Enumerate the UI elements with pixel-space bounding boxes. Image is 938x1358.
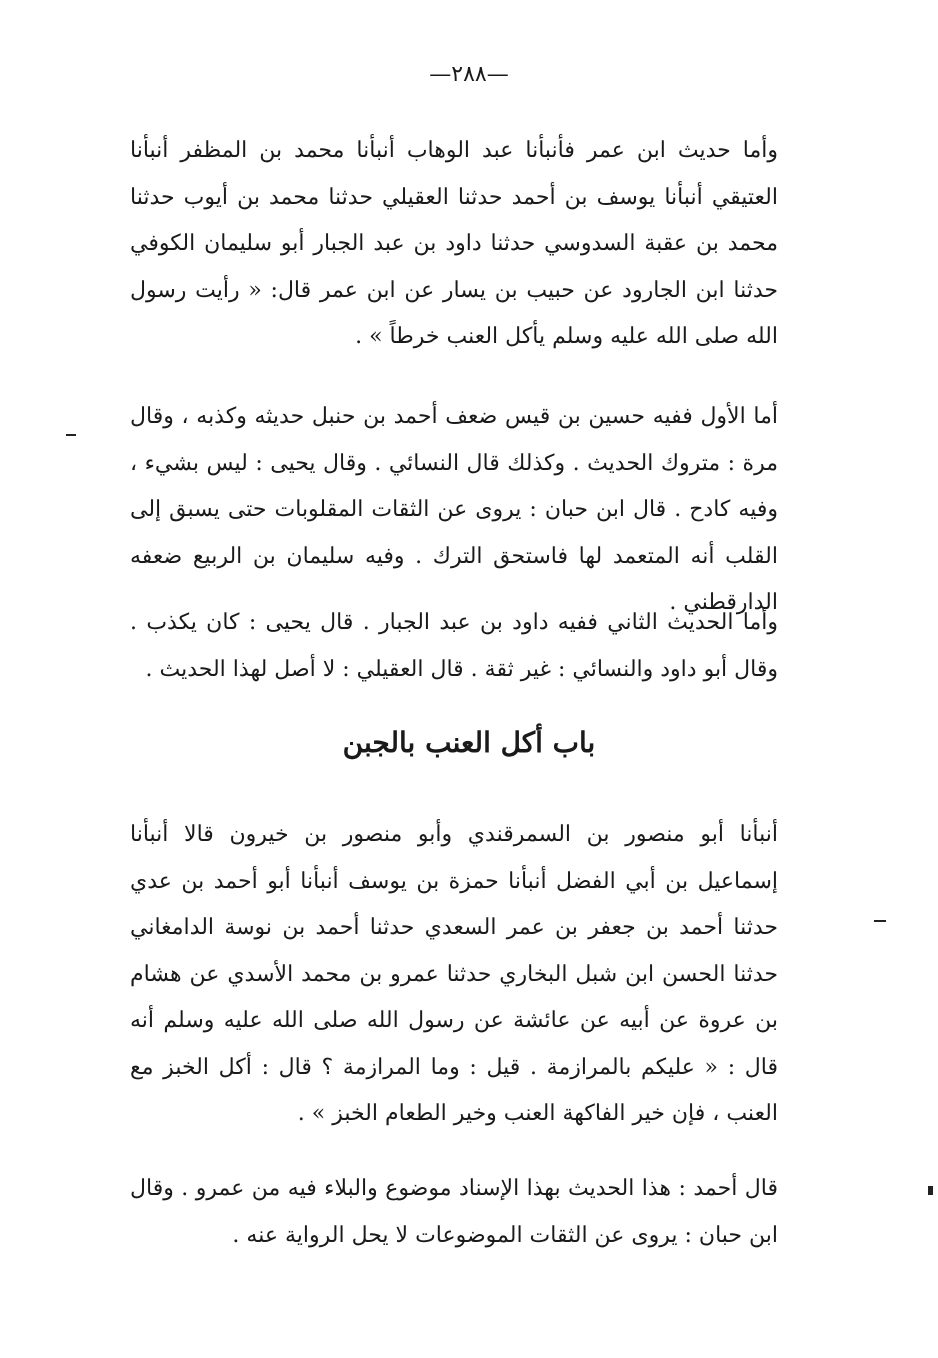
paragraph-first-hadith-critique xyxy=(130,394,778,627)
page-number: —٢٨٨— xyxy=(429,62,509,87)
paragraph-ibn-umar-hadith xyxy=(130,128,778,361)
margin-mark xyxy=(928,1186,933,1195)
paragraph-text: أما الأول ففيه حسين بن قيس ضعف أحمد بن حنبل حديثه وكذبه ، وقال مرة : متروك الحديث . وكذلك قال النسائي . وقال يحيى : ليس بشيء ، وفيه كادح . قال ابن حبان : يروى عن الثقات المقلوبات حتى يسبق إلى القلب أنه المتعمد لها فاستحق الترك . وفيه سليمان بن الربيع ضعفه الدارقطني . xyxy=(130,404,778,615)
paragraph-aisha-hadith xyxy=(130,812,778,1138)
paragraph-text: وأما الحديث الثاني ففيه داود بن عبد الجبار . قال يحيى : كان يكذب . وقال أبو داود والنسائي : غير ثقة . قال العقيلي : لا أصل لهذا الحديث . xyxy=(130,610,778,682)
margin-mark xyxy=(66,434,76,436)
paragraph-text: أنبأنا أبو منصور بن السمرقندي وأبو منصور بن خيرون قالا أنبأنا إسماعيل بن أبي الفضل أنبأنا حمزة بن يوسف أنبأنا أبو أحمد بن عدي حدثنا أحمد بن جعفر بن عمر السعدي حدثنا أحمد بن نوسة الدامغاني حدثنا الحسن ابن شبل البخاري حدثنا عمرو بن محمد الأسدي عن هشام بن عروة عن أبيه عن عائشة عن رسول الله صلى الله عليه وسلم أنه قال : « عليكم بالمرازمة . قيل : وما المرازمة ؟ قال : أكل الخبز مع العنب ، فإن خير الفاكهة العنب وخير الطعام الخبز » . xyxy=(130,822,778,1126)
margin-mark xyxy=(874,920,886,922)
chapter-heading: باب أكل العنب بالجبن xyxy=(342,726,596,759)
paragraph-ahmad-critique xyxy=(130,1166,778,1259)
paragraph-second-hadith-critique xyxy=(130,600,778,693)
paragraph-text: قال أحمد : هذا الحديث بهذا الإسناد موضوع والبلاء فيه من عمرو . وقال ابن حبان : يروى عن الثقات الموضوعات لا يحل الرواية عنه . xyxy=(130,1176,778,1248)
paragraph-text: وأما حديث ابن عمر فأنبأنا عبد الوهاب أنبأنا محمد بن المظفر أنبأنا العتيقي أنبأنا يوسف بن أحمد حدثنا العقيلي حدثنا محمد بن أيوب حدثنا محمد بن عقبة السدوسي حدثنا داود بن عبد الجبار أبو سليمان الكوفي حدثنا ابن الجارود عن حبيب بن يسار عن ابن عمر قال: « رأيت رسول الله صلى الله عليه وسلم يأكل العنب خرطاً » . xyxy=(130,138,778,349)
